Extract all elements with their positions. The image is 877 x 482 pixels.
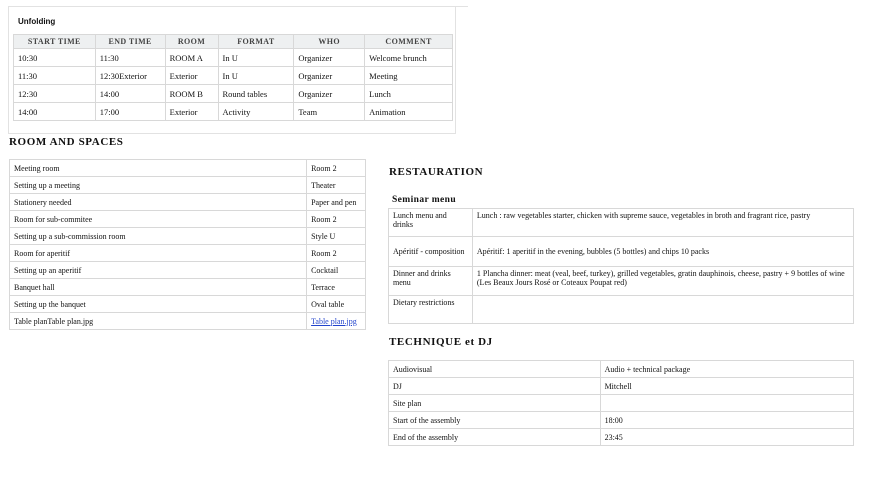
- row-value: Terrace: [307, 279, 366, 296]
- row-value: 18:00: [600, 412, 853, 429]
- row-label: Table planTable plan.jpg: [10, 313, 307, 330]
- column-header: END TIME: [95, 35, 165, 49]
- row-label: Lunch menu and drinks: [389, 209, 473, 237]
- row-value: [600, 395, 853, 412]
- column-header: FORMAT: [218, 35, 294, 49]
- table-row: [10, 194, 366, 211]
- who-cell: Organizer: [294, 49, 365, 67]
- row-value: Room 2: [307, 211, 366, 228]
- end-time-cell: 12:30Exterior: [95, 67, 165, 85]
- who-cell: Organizer: [294, 85, 365, 103]
- comment-cell: Meeting: [365, 67, 453, 85]
- unfolding-table: [13, 34, 453, 121]
- row-label: Dinner and drinks menu: [389, 267, 473, 296]
- row-label: Setting up a meeting: [10, 177, 307, 194]
- row-value: [472, 296, 853, 324]
- row-value: Theater: [307, 177, 366, 194]
- table-row: [389, 412, 854, 429]
- table-row: [10, 245, 366, 262]
- who-cell: Team: [294, 103, 365, 121]
- table-row: [14, 67, 453, 85]
- table-row: [389, 429, 854, 446]
- column-header: START TIME: [14, 35, 96, 49]
- row-label: Site plan: [389, 395, 601, 412]
- row-label: Room for sub-commitee: [10, 211, 307, 228]
- row-value: Oval table: [307, 296, 366, 313]
- room-cell: Exterior: [165, 103, 218, 121]
- format-cell: In U: [218, 67, 294, 85]
- rooms-title: ROOM AND SPACES: [9, 136, 124, 148]
- unfolding-title: Unfolding: [18, 17, 56, 26]
- column-header: COMMENT: [365, 35, 453, 49]
- table-row: [10, 313, 366, 330]
- who-cell: Organizer: [294, 67, 365, 85]
- row-value: Mitchell: [600, 378, 853, 395]
- row-label: Start of the assembly: [389, 412, 601, 429]
- row-value: Room 2: [307, 160, 366, 177]
- panel-divider: [454, 6, 468, 7]
- table-row: [389, 237, 854, 267]
- table-row: [389, 395, 854, 412]
- row-label: Setting up a sub-commission room: [10, 228, 307, 245]
- start-time-cell: 12:30: [14, 85, 96, 103]
- row-value: 1 Plancha dinner: meat (veal, beef, turkey), grilled vegetables, gratin dauphinois, cheese, pastry + 9 bottles of wine (Les Beaux Jours Rosé or Coteaux Poupat red): [472, 267, 853, 296]
- row-value: Room 2: [307, 245, 366, 262]
- restauration-title: RESTAURATION: [389, 166, 484, 178]
- table-row: [14, 103, 453, 121]
- table-row: [389, 209, 854, 237]
- row-value: [307, 313, 366, 330]
- row-value: Apéritif: 1 aperitif in the evening, bubbles (5 bottles) and chips 10 packs: [472, 237, 853, 267]
- table-row: [389, 267, 854, 296]
- table-row: [10, 262, 366, 279]
- table-row: [10, 160, 366, 177]
- row-label: Stationery needed: [10, 194, 307, 211]
- row-label: Setting up an aperitif: [10, 262, 307, 279]
- table-row: [10, 228, 366, 245]
- end-time-cell: 11:30: [95, 49, 165, 67]
- row-label: End of the assembly: [389, 429, 601, 446]
- table-row: [10, 211, 366, 228]
- row-value: Paper and pen: [307, 194, 366, 211]
- format-cell: In U: [218, 49, 294, 67]
- comment-cell: Welcome brunch: [365, 49, 453, 67]
- table-row: [14, 85, 453, 103]
- table-plan-link[interactable]: Table plan.jpg: [311, 316, 357, 326]
- table-row: [14, 49, 453, 67]
- row-label: DJ: [389, 378, 601, 395]
- table-row: [10, 177, 366, 194]
- table-row: [389, 296, 854, 324]
- seminar-menu-title: Seminar menu: [392, 195, 457, 205]
- technique-title: TECHNIQUE et DJ: [389, 336, 493, 348]
- row-label: Audiovisual: [389, 361, 601, 378]
- technique-table: [388, 360, 854, 446]
- column-header: WHO: [294, 35, 365, 49]
- table-row: [10, 279, 366, 296]
- row-label: Apéritif - composition: [389, 237, 473, 267]
- start-time-cell: 14:00: [14, 103, 96, 121]
- room-cell: ROOM A: [165, 49, 218, 67]
- row-label: Meeting room: [10, 160, 307, 177]
- format-cell: Activity: [218, 103, 294, 121]
- room-cell: Exterior: [165, 67, 218, 85]
- row-value: Style U: [307, 228, 366, 245]
- column-header: ROOM: [165, 35, 218, 49]
- table-row: [389, 378, 854, 395]
- comment-cell: Animation: [365, 103, 453, 121]
- row-label: Dietary restrictions: [389, 296, 473, 324]
- end-time-cell: 17:00: [95, 103, 165, 121]
- row-label: Room for aperitif: [10, 245, 307, 262]
- start-time-cell: 11:30: [14, 67, 96, 85]
- comment-cell: Lunch: [365, 85, 453, 103]
- row-value: Audio + technical package: [600, 361, 853, 378]
- row-value: 23:45: [600, 429, 853, 446]
- row-label: Banquet hall: [10, 279, 307, 296]
- table-row: [389, 361, 854, 378]
- menu-table: [388, 208, 854, 324]
- table-row: [10, 296, 366, 313]
- format-cell: Round tables: [218, 85, 294, 103]
- row-value: Lunch : raw vegetables starter, chicken with supreme sauce, vegetables in broth and fragrant rice, pastry: [472, 209, 853, 237]
- row-label: Setting up the banquet: [10, 296, 307, 313]
- end-time-cell: 14:00: [95, 85, 165, 103]
- room-cell: ROOM B: [165, 85, 218, 103]
- start-time-cell: 10:30: [14, 49, 96, 67]
- rooms-table: [9, 159, 366, 330]
- row-value: Cocktail: [307, 262, 366, 279]
- table-header-row: [14, 35, 453, 49]
